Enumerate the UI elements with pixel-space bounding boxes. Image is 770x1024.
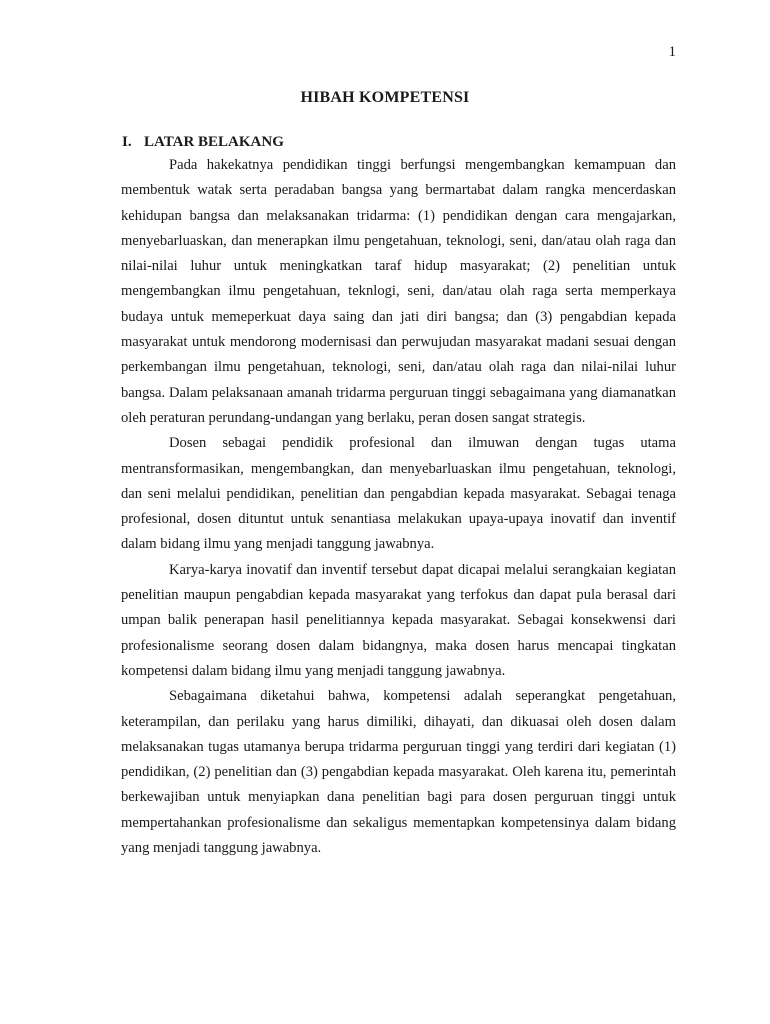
body-text — [121, 153, 676, 861]
paragraph: Karya-karya inovatif dan inventif tersebut dapat dicapai melalui serangkaian kegiatan penelitian maupun pengabdian kepada masyarakat yang terfokus dan dapat pula berasal dari umpan balik penerapan hasil penelitiannya kepada masyarakat. Sebagai konsekwensi dari profesionalisme seorang dosen dalam bidangnya, maka dosen harus mencapai tingkatan kompetensi dalam bidang ilmu yang menjadi tanggung jawabnya. — [121, 561, 676, 679]
paragraph: Sebagaimana diketahui bahwa, kompetensi adalah seperangkat pengetahuan, keterampilan, dan perilaku yang harus dimiliki, dihayati, dan dikuasai oleh dosen dalam melaksanakan tugas utamanya berupa tridarma perguruan tinggi yang terdiri dari kegiatan (1) pendidikan, (2) penelitian dan (3) pengabdian kepada masyarakat. Oleh karena itu, pemerintah berkewajiban untuk menyiapkan dana penelitian bagi para dosen perguruan tinggi untuk mempertahankan profesionalisme dan sekaligus mementapkan kompetensinya dalam bidang yang menjadi tanggung jawabnya. — [121, 688, 676, 857]
page-number: 1 — [668, 44, 676, 60]
section-number: I. — [122, 134, 132, 150]
section-heading — [122, 133, 284, 151]
paragraph: Dosen sebagai pendidik profesional dan ilmuwan dengan tugas utama mentransformasikan, mengembangkan, dan menyebarluaskan ilmu pengetahuan, teknologi, dan seni melalui pendidikan, penelitian dan pengabdian kepada masyarakat. Sebagai tenaga profesional, dosen dituntut untuk senantiasa melakukan upaya-upaya inovatif dan inventif dalam bidang ilmu yang menjadi tanggung jawabnya. — [121, 435, 676, 553]
document-title: HIBAH KOMPETENSI — [300, 89, 470, 106]
section-title: LATAR BELAKANG — [144, 134, 284, 150]
paragraph: Pada hakekatnya pendidikan tinggi berfungsi mengembangkan kemampuan dan membentuk watak serta peradaban bangsa yang bermartabat dalam rangka mencerdaskan kehidupan bangsa dan melaksanakan tridarma: (1) pendidikan dengan cara mengajarkan, menyebarluaskan, dan menerapkan ilmu pengetahuan, teknologi, seni, dan/atau olah raga dan nilai-nilai luhur untuk meningkatkan taraf hidup masyarakat; (2) penelitian untuk mengembangkan ilmu pengetahuan, teknlogi, seni, dan/atau olah raga serta memperkaya budaya untuk memeperkuat daya saing dan jati diri bangsa; dan (3) pengabdian kepada masyarakat untuk mendorong modernisasi dan perwujudan masyarakat madani sesuai dengan perkembangan ilmu pengetahuan, teknologi, seni, dan/atau olah raga dan nilai-nilai luhur bangsa. Dalam pelaksanaan amanah tridarma perguruan tinggi sebagaimana yang diamanatkan oleh peraturan perundang-undangan yang berlaku, peran dosen sangat strategis. — [121, 157, 676, 426]
